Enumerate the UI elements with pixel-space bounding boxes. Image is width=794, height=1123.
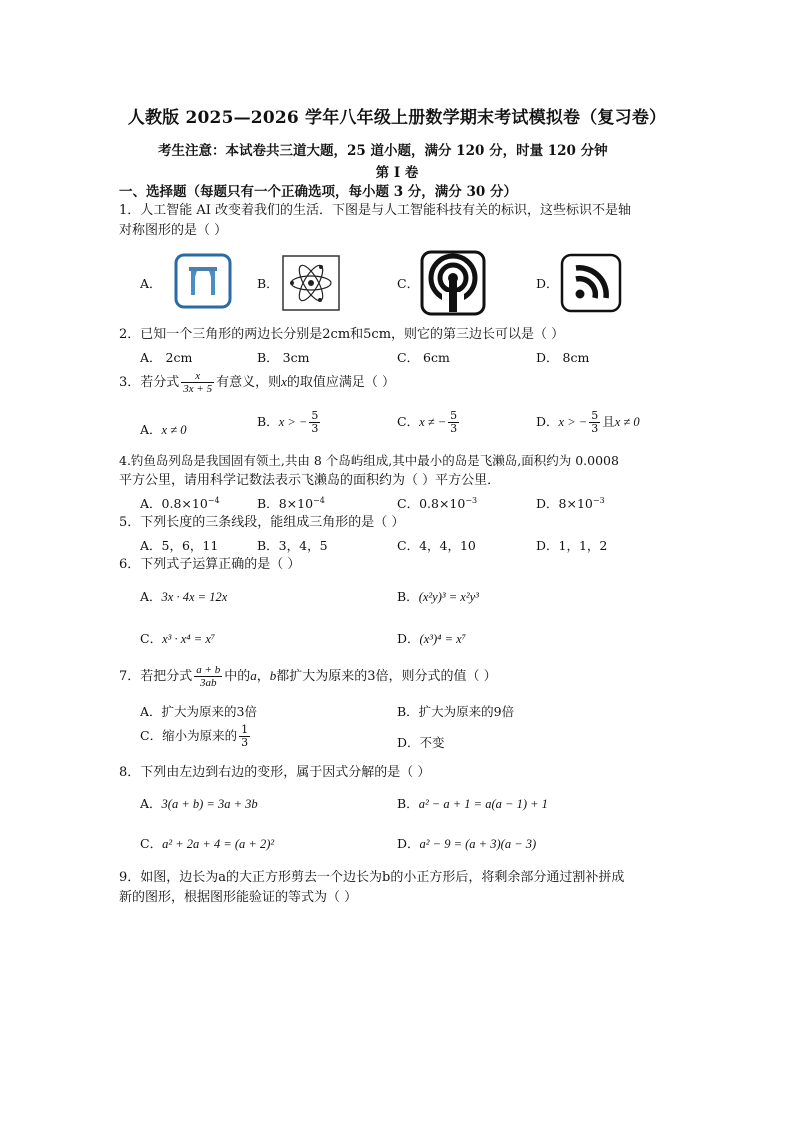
q2-option-c: C． 6cm bbox=[397, 350, 450, 365]
q3-option-c bbox=[397, 410, 461, 435]
q4-option-c-exp: −3 bbox=[465, 495, 478, 505]
q3-option-d-expr: x > − bbox=[558, 415, 588, 429]
fraction-num: 5 bbox=[311, 409, 319, 422]
q8-option-a-label: A． bbox=[140, 796, 162, 811]
q4-option-d-base: 8×10 bbox=[558, 496, 593, 511]
q5-option-d: D．1，1，2 bbox=[536, 538, 608, 553]
q8-option-a-expr: 3(a + b) = 3a + 3b bbox=[161, 797, 258, 811]
q6-option-a-expr: 3x · 4x = 12x bbox=[161, 590, 228, 604]
q8-option-b bbox=[397, 794, 548, 812]
exam-title: 人教版 2025—2026 学年八年级上册数学期末考试模拟卷（复习卷） bbox=[127, 108, 667, 128]
q1-option-d-label: D． bbox=[536, 276, 559, 291]
q8-option-a bbox=[140, 794, 258, 812]
q7-option-c-text: C．缩小为原来的 bbox=[140, 728, 238, 743]
q4-option-b-label: B． bbox=[257, 496, 279, 511]
q7-option-a: A．扩大为原来的3倍 bbox=[140, 704, 257, 719]
q3-stem-tail: 的取值应满足（ ） bbox=[286, 375, 396, 390]
q8-option-c-expr: a² + 2a + 4 = (a + 2)² bbox=[162, 837, 275, 851]
q3-option-b-label: B． bbox=[257, 414, 279, 429]
q9-stem-line2: 新的图形，根据图形能验证的等式为（ ） bbox=[119, 890, 358, 905]
volume-heading: 第 I 卷 bbox=[375, 165, 419, 181]
q8-option-d bbox=[397, 834, 536, 852]
q4-option-c-label: C． bbox=[397, 496, 420, 511]
q3-option-c-fraction bbox=[448, 410, 459, 435]
q7-option-d: D．不变 bbox=[397, 735, 445, 750]
q4-stem-line1: 4.钓鱼岛列岛是我国固有领土,共由 8 个岛屿组成,其中最小的岛是飞濑岛,面积约为 0.0008 bbox=[119, 453, 619, 468]
exam-notice: 考生注意：本试卷共三道大题，25 道小题，满分 120 分，时量 120 分钟 bbox=[158, 143, 608, 159]
q2-option-a: A． 2cm bbox=[140, 350, 193, 365]
q3-option-b-fraction bbox=[309, 410, 320, 435]
q4-option-a-base: 0.8×10 bbox=[161, 496, 208, 511]
q5-stem: 5．下列长度的三条线段，能组成三角形的是（ ） bbox=[119, 515, 405, 530]
q1-stem-line2: 对称图形的是（ ） bbox=[119, 223, 228, 238]
q3-option-a bbox=[140, 420, 186, 438]
q4-option-c-base: 0.8×10 bbox=[419, 496, 466, 511]
q9-stem-line1: 9．如图，边长为a的大正方形剪去一个边长为b的小正方形后，将剩余部分通过割补拼成 bbox=[119, 870, 625, 885]
q1-option-c-label: C． bbox=[397, 276, 420, 291]
q8-option-b-expr: a² − a + 1 = a(a − 1) + 1 bbox=[418, 797, 548, 811]
q7-stem-pre: 7．若把分式 bbox=[119, 669, 193, 684]
q7-option-b: B．扩大为原来的9倍 bbox=[397, 704, 515, 719]
q6-stem: 6．下列式子运算正确的是（ ） bbox=[119, 557, 301, 572]
q6-option-b-expr: (x²y)³ = x²y³ bbox=[418, 590, 479, 604]
q2-option-b: B． 3cm bbox=[257, 350, 310, 365]
q3-stem-post: 有意义，则 bbox=[216, 375, 282, 390]
fraction-num: 1 bbox=[241, 723, 249, 736]
q7-var-b: b bbox=[269, 668, 277, 683]
q8-option-c bbox=[140, 834, 274, 852]
q8-stem: 8．下列由左边到右边的变形，属于因式分解的是（ ） bbox=[119, 765, 431, 780]
q6-option-b bbox=[397, 587, 479, 605]
q3-stem bbox=[119, 370, 395, 395]
q8-option-b-label: B． bbox=[397, 796, 419, 811]
q6-option-a bbox=[140, 587, 227, 605]
q4-stem-line2: 平方公里，请用科学记数法表示飞濑岛的面积约为（ ）平方公里． bbox=[119, 473, 501, 488]
q4-option-b-exp: −4 bbox=[313, 495, 325, 505]
fraction-num: 5 bbox=[591, 409, 599, 422]
curtain-logo-icon bbox=[174, 253, 232, 309]
q8-option-d-expr: a² − 9 = (a + 3)(a − 3) bbox=[419, 837, 537, 851]
q1-stem-line1: 1．人工智能 AI 改变着我们的生活．下图是与人工智能科技有关的标识，这些标识不是轴 bbox=[119, 203, 632, 218]
q5-option-c: C．4，4，10 bbox=[397, 538, 476, 553]
q7-stem-post: 都扩大为原来的3倍，则分式的值（ ） bbox=[276, 669, 497, 684]
q7-option-c bbox=[140, 724, 252, 749]
q3-option-c-label: C． bbox=[397, 414, 420, 429]
q5-option-a: A．5，6，11 bbox=[140, 538, 219, 553]
q8-option-c-label: C． bbox=[140, 836, 163, 851]
q4-option-b-base: 8×10 bbox=[278, 496, 314, 511]
q6-option-c-label: C． bbox=[140, 631, 163, 646]
q3-option-d bbox=[536, 410, 640, 435]
q4-option-d bbox=[536, 494, 605, 512]
q2-stem: 2．已知一个三角形的两边长分别是2cm和5cm，则它的第三边长可以是（ ） bbox=[119, 327, 565, 342]
fraction-num: 5 bbox=[450, 409, 458, 422]
q7-var-a: a bbox=[250, 668, 257, 683]
q3-option-d-and: 且 bbox=[602, 414, 615, 429]
q3-stem-var: x bbox=[281, 374, 287, 389]
q5-option-b: B．3，4，5 bbox=[257, 538, 328, 553]
q4-option-d-label: D． bbox=[536, 496, 559, 511]
q7-stem bbox=[119, 664, 497, 689]
q2-option-d: D． 8cm bbox=[536, 350, 590, 365]
q3-option-b-expr: x > − bbox=[278, 415, 308, 429]
q6-option-c-expr: x³ · x⁴ = x⁷ bbox=[162, 632, 216, 646]
fraction-den: 3 bbox=[241, 736, 249, 749]
q3-option-d-label: D． bbox=[536, 414, 559, 429]
rss-icon bbox=[560, 253, 622, 313]
q4-option-d-exp: −3 bbox=[592, 495, 605, 505]
q4-option-c bbox=[397, 494, 477, 512]
q7-option-c-fraction bbox=[239, 724, 250, 749]
q6-option-d-label: D． bbox=[397, 631, 420, 646]
q4-option-a-exp: −4 bbox=[207, 495, 220, 505]
q6-option-b-label: B． bbox=[397, 589, 419, 604]
fraction-den: 3 bbox=[591, 422, 599, 435]
q3-option-d-expr2: x ≠ 0 bbox=[614, 415, 640, 429]
fraction-den: 3 bbox=[311, 422, 319, 435]
q1-option-b-label: B． bbox=[257, 276, 279, 291]
q7-stem-mid: 中的 bbox=[224, 669, 251, 684]
q3-stem-pre: 3．若分式 bbox=[119, 375, 180, 390]
atom-icon bbox=[282, 255, 340, 311]
q7-fraction-num: a + b bbox=[196, 664, 221, 676]
q4-option-a-label: A． bbox=[140, 496, 162, 511]
q6-option-d bbox=[397, 629, 466, 647]
q6-option-a-label: A． bbox=[140, 589, 162, 604]
q3-fraction bbox=[181, 370, 214, 395]
fraction-den: 3 bbox=[450, 422, 458, 435]
q3-option-d-fraction bbox=[589, 410, 600, 435]
section-heading: 一、选择题（每题只有一个正确选项，每小题 3 分，满分 30 分） bbox=[119, 184, 517, 200]
q4-option-a bbox=[140, 494, 220, 512]
q3-option-c-expr: x ≠ − bbox=[419, 415, 447, 429]
q4-option-b bbox=[257, 494, 325, 512]
q3-option-a-expr: x ≠ 0 bbox=[161, 423, 187, 437]
q7-fraction-den: 3ab bbox=[200, 677, 217, 689]
q7-fraction bbox=[194, 664, 222, 689]
q6-option-c bbox=[140, 629, 215, 647]
q1-option-a-label: A． bbox=[140, 276, 162, 291]
q8-option-d-label: D． bbox=[397, 836, 420, 851]
q3-fraction-den: 3x + 5 bbox=[183, 383, 213, 395]
broadcast-tower-icon bbox=[420, 250, 486, 316]
q7-sep: ， bbox=[256, 669, 270, 684]
q3-option-a-label: A． bbox=[140, 422, 162, 437]
q3-option-b bbox=[257, 410, 322, 435]
q3-fraction-num: x bbox=[181, 370, 214, 383]
q6-option-d-expr: (x³)⁴ = x⁷ bbox=[419, 632, 467, 646]
